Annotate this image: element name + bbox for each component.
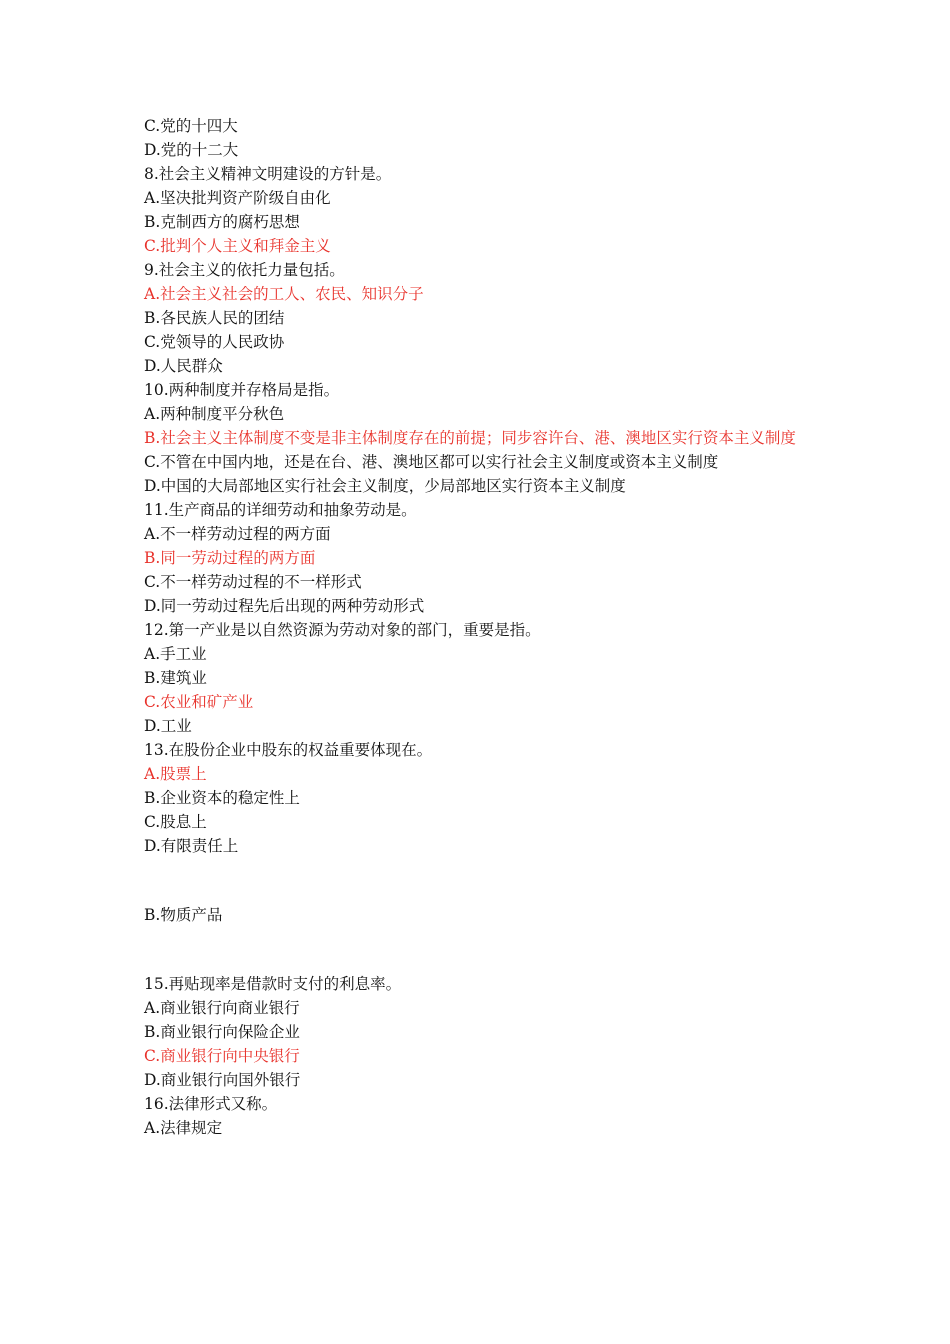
text-line: D.商业银行向国外银行 (144, 1071, 301, 1089)
text-line: A.商业银行向商业银行 (144, 999, 300, 1017)
text-line: B.物质产品 (144, 906, 223, 924)
text-line: B.企业资本的稳定性上 (144, 789, 300, 807)
answer-line: A.社会主义社会的工人、农民、知识分子 (144, 285, 424, 303)
text-line: D.人民群众 (144, 357, 223, 375)
answer-line: B.同一劳动过程的两方面 (144, 549, 316, 567)
text-line: D.中国的大局部地区实行社会主义制度，少局部地区实行资本主义制度 (144, 477, 626, 495)
answer-line: B.社会主义主体制度不变是非主体制度存在的前提；同步容许台、港、澳地区实行资本主义制度 (144, 429, 796, 447)
answer-line: C.农业和矿产业 (144, 693, 254, 711)
text-line: A.坚决批判资产阶级自由化 (144, 189, 331, 207)
text-line: C.不管在中国内地，还是在台、港、澳地区都可以实行社会主义制度或资本主义制度 (144, 453, 719, 471)
text-line: D.党的十二大 (144, 141, 239, 159)
text-line: 16.法律形式又称。 (144, 1095, 278, 1113)
text-line: 9.社会主义的依托力量包括。 (144, 261, 345, 279)
text-line: D.同一劳动过程先后出现的两种劳动形式 (144, 597, 425, 615)
text-line: 12.第一产业是以自然资源为劳动对象的部门，重要是指。 (144, 621, 541, 639)
text-line: 10.两种制度并存格局是指。 (144, 381, 340, 399)
text-line: B.克制西方的腐朽思想 (144, 213, 300, 231)
text-line: D.工业 (144, 717, 192, 735)
text-line: A.两种制度平分秋色 (144, 405, 285, 423)
answer-line: C.商业银行向中央银行 (144, 1047, 300, 1065)
text-line: B.商业银行向保险企业 (144, 1023, 300, 1041)
text-line: C.股息上 (144, 813, 207, 831)
question-list (144, 114, 814, 1140)
text-line: D.有限责任上 (144, 837, 239, 855)
text-line: 8.社会主义精神文明建设的方针是。 (144, 165, 392, 183)
text-line: B.各民族人民的团结 (144, 309, 285, 327)
text-line: A.不一样劳动过程的两方面 (144, 525, 331, 543)
answer-line: C.批判个人主义和拜金主义 (144, 237, 331, 255)
text-line: 13.在股份企业中股东的权益重要体现在。 (144, 741, 433, 759)
text-line: B.建筑业 (144, 669, 207, 687)
text-line: A.手工业 (144, 645, 207, 663)
text-line: 11.生产商品的详细劳动和抽象劳动是。 (144, 501, 417, 519)
text-line: 15.再贴现率是借款时支付的利息率。 (144, 975, 402, 993)
answer-line: A.股票上 (144, 765, 207, 783)
text-line: C.不一样劳动过程的不一样形式 (144, 573, 362, 591)
text-line: C.党领导的人民政协 (144, 333, 285, 351)
text-line: C.党的十四大 (144, 117, 238, 135)
text-line: A.法律规定 (144, 1119, 223, 1137)
